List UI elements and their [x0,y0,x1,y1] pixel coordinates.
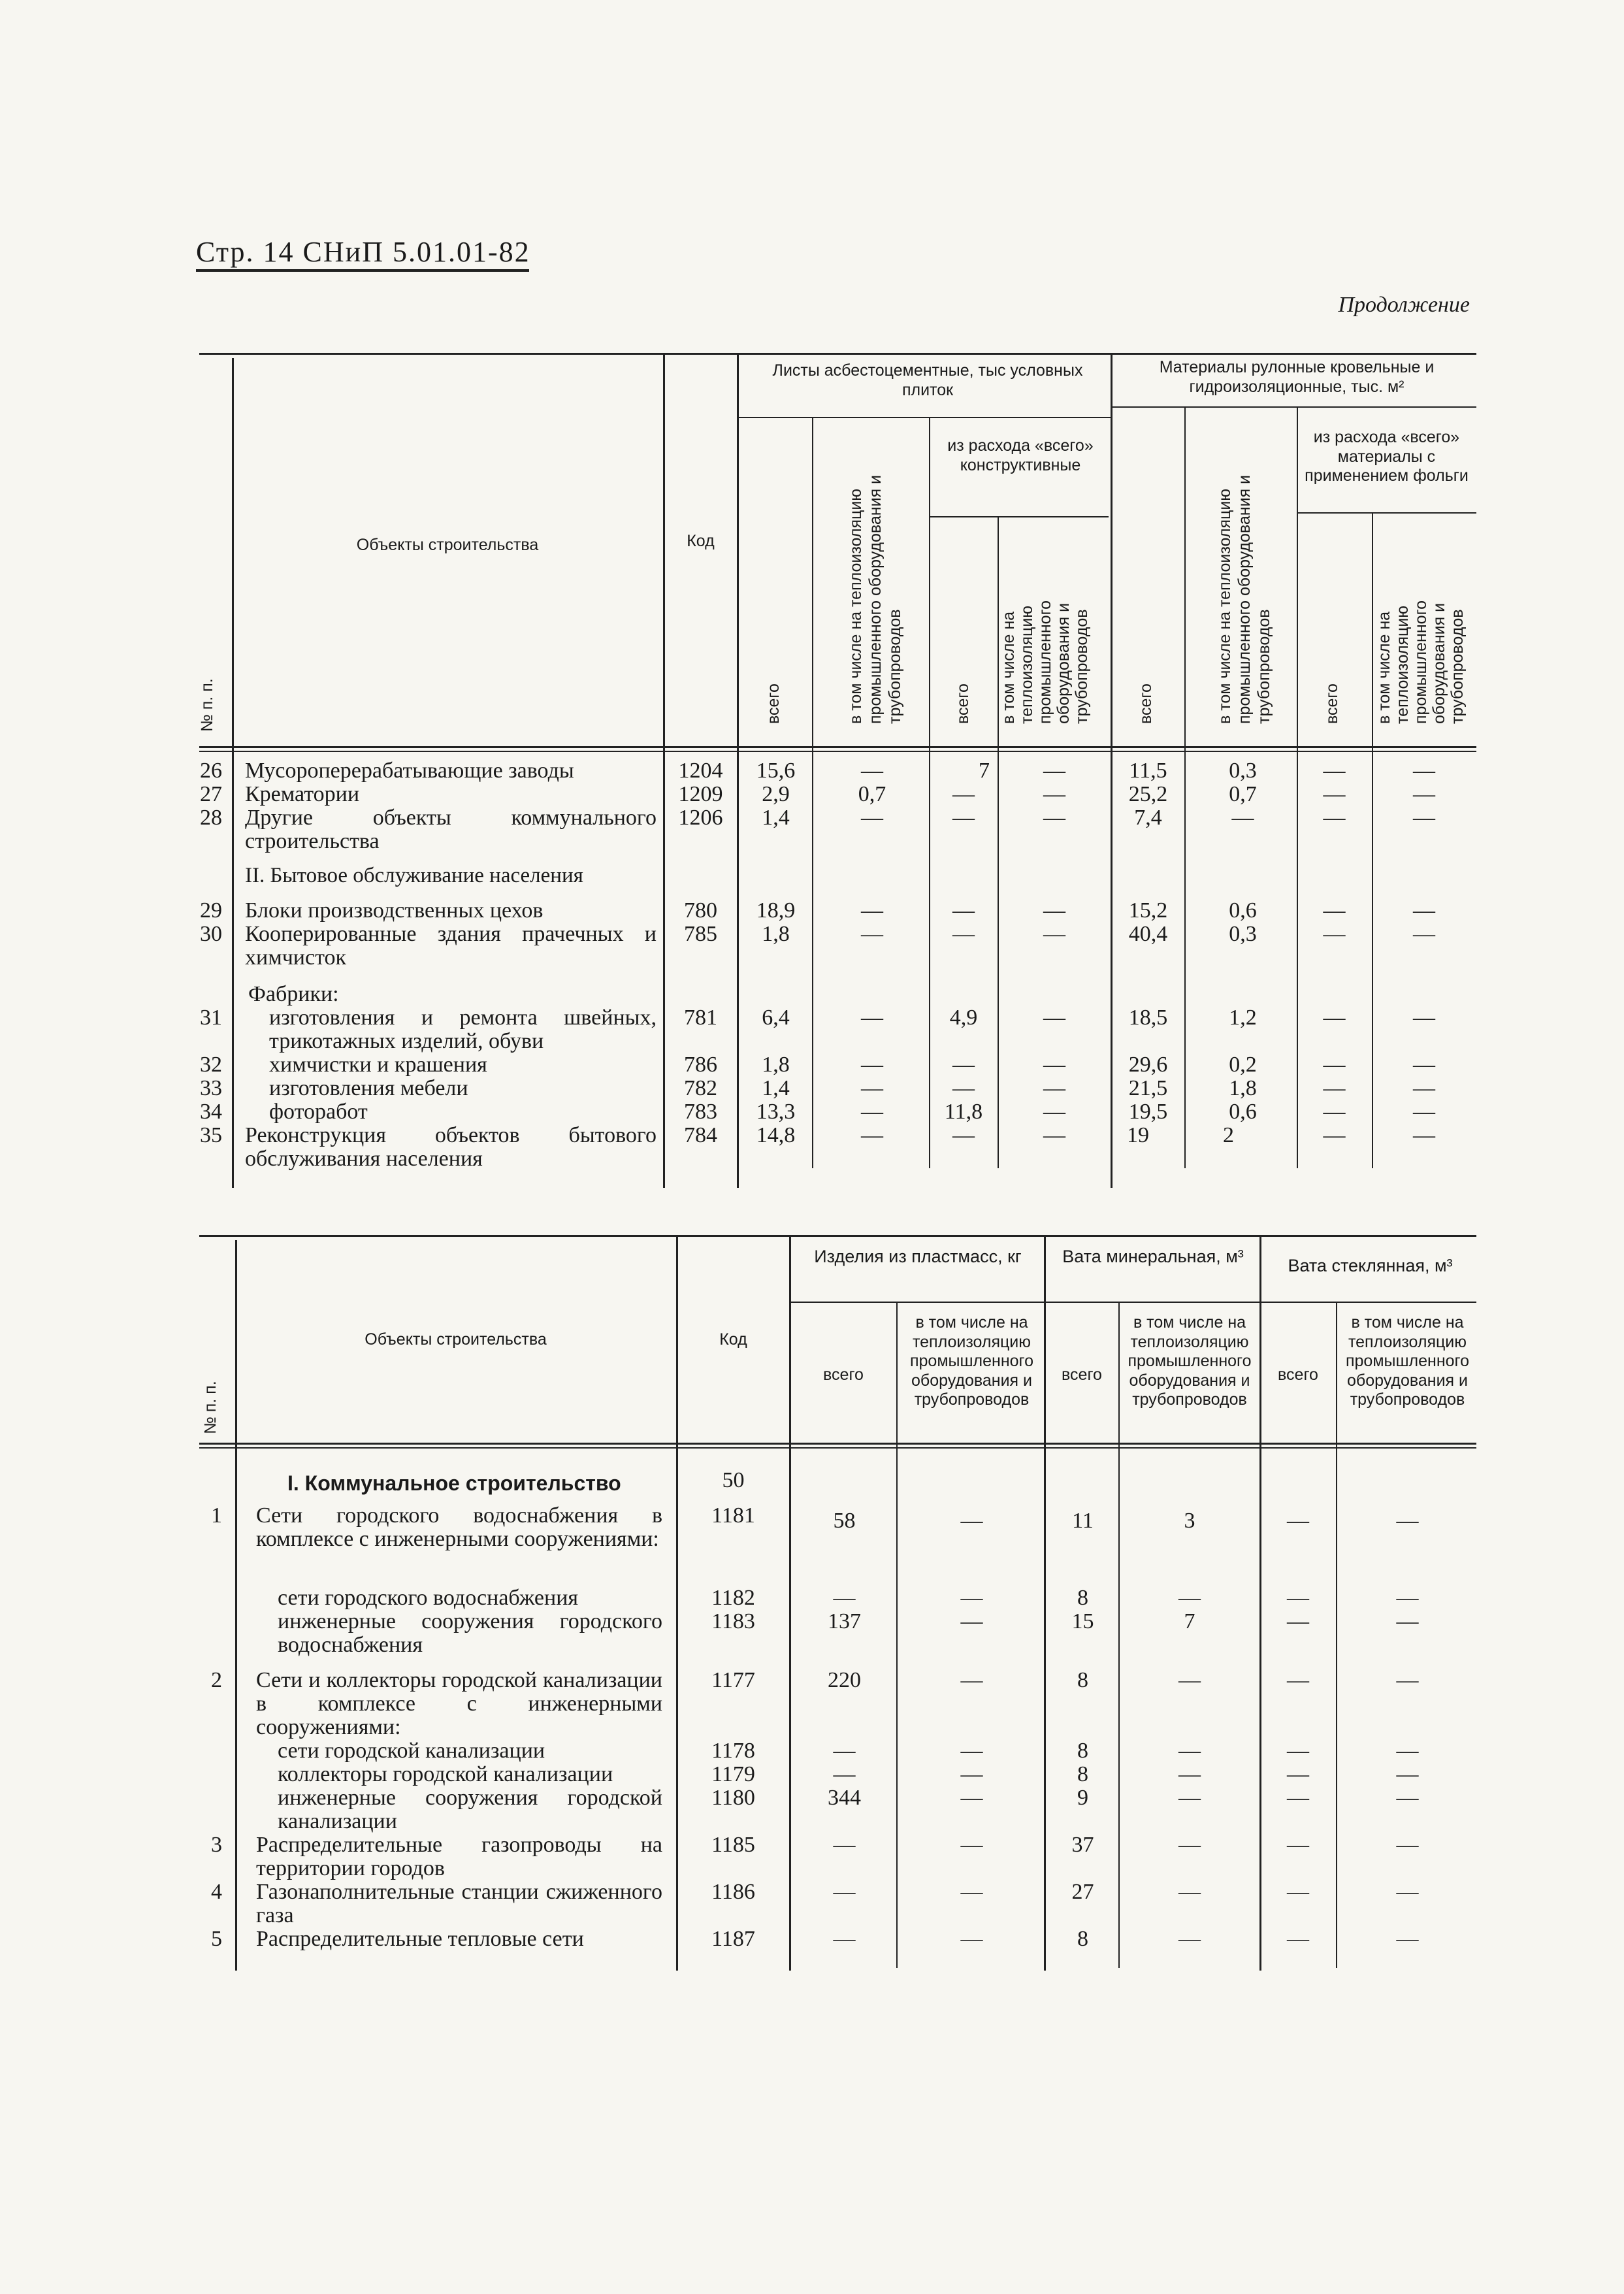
t2-vrule-num [235,1240,237,1971]
table-row-name: Мусороперерабатывающие заводы [245,759,574,783]
table-cell: — [1043,1006,1065,1030]
table-cell: — [1287,1739,1309,1763]
table-cell: — [861,1123,883,1147]
table-row-code: 1178 [711,1739,755,1763]
table-cell: 8 [1077,1927,1088,1951]
table-cell: — [1396,1586,1419,1610]
table-cell: 6,4 [762,1006,790,1030]
table-cell: — [1043,898,1065,923]
table-row-name: Сети и коллекторы городской канализации в комплексе с инженерными сооружениями: [256,1668,662,1739]
table-cell: — [1323,922,1346,946]
t1-vrule-b1 [1184,406,1186,1168]
table-cell: — [1178,1586,1201,1610]
table-cell: — [1043,1100,1065,1124]
table-cell: — [861,898,883,923]
table-cell: — [960,1927,983,1951]
table-row-num: 31 [200,1006,222,1030]
table-cell: — [861,922,883,946]
table-row-name: изготовления мебели [269,1076,468,1100]
table-cell: — [1413,898,1435,923]
t1-header-a-insul: в том числе на теплоизоляцию промышленного оборудования и трубопроводов [847,474,904,724]
table-row-num: 29 [200,898,222,923]
table-row-name: инженерные сооружения городского водоснабжения [278,1609,662,1657]
t2-vrule-objects [676,1235,678,1971]
table-cell: — [960,1586,983,1610]
table-cell: 137 [828,1609,861,1633]
table-row-name: Распределительные газопроводы на территории городов [256,1833,662,1880]
t1-header-group-b: Материалы рулонные кровельные и гидроизоляционные, тыс. м² [1159,358,1435,396]
table-cell: — [1413,922,1435,946]
table-cell: — [960,1509,983,1533]
t1-header-b-foil-total: всего [1323,683,1341,724]
table-cell: 27 [1071,1880,1094,1904]
table-cell: — [1396,1833,1419,1857]
table-row-num: 1 [211,1503,222,1528]
table-row-num: 34 [200,1100,222,1124]
table-row-num: 2 [211,1668,222,1692]
table-cell: — [1413,1053,1435,1077]
table-cell: — [861,1076,883,1100]
table-cell: — [1413,1123,1435,1147]
table-cell: 2 [1223,1123,1234,1147]
table-cell: 220 [828,1668,861,1692]
table-cell: — [1323,1006,1346,1030]
table-row-name: коллекторы городской канализации [278,1762,613,1786]
table-row-name: Реконструкция объектов бытового обслуживания населения [245,1123,657,1171]
table-cell: 8 [1077,1739,1088,1763]
table-cell: — [952,1123,975,1147]
table-cell: 13,3 [756,1100,796,1124]
table-cell: — [861,1006,883,1030]
table-cell: 14,8 [756,1123,796,1147]
table-cell: — [1323,1123,1346,1147]
table-row-name: изготовления и ремонта швейных, трикотажных изделий, обуви [269,1006,657,1053]
t1-header-a-constr-group: из расхода «всего» конструктивные [947,436,1094,474]
table-cell: — [952,782,975,806]
t1-header-code: Код [687,532,715,550]
table-cell: — [1287,1668,1309,1692]
table-row-name: Распределительные тепловые сети [256,1927,584,1951]
table-row-num: 26 [200,759,222,783]
table-cell: — [1178,1833,1201,1857]
table-cell: — [952,922,975,946]
table-cell: 15,6 [756,759,796,783]
table-row-code: 50 [722,1468,745,1492]
table-cell: — [960,1668,983,1692]
table-cell: — [1323,1053,1346,1077]
t1-header-b-foil-insul: в том числе на теплоизоляцию промышленного оборудования и трубопроводов [1375,600,1467,724]
table-row-code: 1185 [711,1833,755,1857]
table-cell: — [960,1609,983,1633]
table-row-code: 783 [684,1100,717,1124]
table-cell: — [952,1076,975,1100]
table-cell: — [1323,1076,1346,1100]
table-cell: 8 [1077,1668,1088,1692]
table-cell: — [1413,1100,1435,1124]
t1-top-rule [199,353,1476,355]
table-cell: 0,3 [1229,759,1257,783]
table-cell: 19,5 [1128,1100,1168,1124]
section-heading: I. Коммунальное строительство [287,1471,621,1495]
table-cell: 0,6 [1229,898,1257,923]
table-row-name: сети городского водоснабжения [278,1586,579,1610]
table-cell: 8 [1077,1586,1088,1610]
table-cell: — [1178,1786,1201,1810]
t1-vrule-num [232,358,234,1188]
t2-header-num: № п. п. [201,1381,219,1434]
table-row-num: 5 [211,1927,222,1951]
table-row-code: 1206 [678,806,723,830]
table-cell: 0,2 [1229,1053,1257,1077]
table-cell: 11,8 [944,1100,983,1124]
table-cell: — [1323,1100,1346,1124]
table-cell: — [1413,806,1435,830]
table-row-code: 1182 [711,1586,755,1610]
t1-vrule-groups [1111,353,1112,1188]
t1-header-a-constr-total: всего [954,683,972,724]
t1-vrule-objects [663,353,665,1188]
table-row-code: 1204 [678,759,723,783]
t1-vrule-a2 [929,417,930,1168]
table-cell: — [833,1927,856,1951]
table-cell: — [1396,1786,1419,1810]
table-cell: — [1413,1006,1435,1030]
table-cell: 0,7 [858,782,886,806]
table-row-num: 28 [200,806,222,830]
table-row-code: 784 [684,1123,717,1147]
table-cell: — [1043,782,1065,806]
table-row-num: 32 [200,1053,222,1077]
table-cell: 0,7 [1229,782,1257,806]
t2-header-glass-wool: Вата стеклянная, м³ [1288,1256,1453,1275]
table-cell: — [1043,922,1065,946]
t1-vrule-code [737,353,739,1188]
t2-top-rule [199,1235,1476,1237]
section-heading: II. Бытовое обслуживание населения [245,864,583,887]
page-header: Стр. 14 СНиП 5.01.01-82 [196,236,530,268]
table-cell: — [1396,1609,1419,1633]
continuation-label: Продолжение [1338,293,1470,317]
t1-group-a-rule [738,417,1111,418]
t1-header-bottom-rule [199,746,1476,748]
table-row-num: 3 [211,1833,222,1857]
table-row-name: Сети городского водоснабжения в комплексе с инженерными сооружениями: [256,1503,662,1551]
table-cell: 1,4 [762,1076,790,1100]
t2-header-plastics: Изделия из пластмасс, кг [814,1247,1022,1266]
table-cell: — [952,898,975,923]
t2-vrule-p2 [1044,1235,1046,1971]
t1-vrule-a3 [998,516,999,1168]
t2-header-plastics-insul: в том числе на теплоизоляцию промышленного оборудования и трубопроводов [909,1313,1034,1409]
table-cell: 21,5 [1128,1076,1168,1100]
table-cell: — [1287,1927,1309,1951]
table-cell: — [1323,898,1346,923]
table-row-code: 786 [684,1053,717,1077]
t2-header-plastics-total: всего [823,1366,864,1384]
table-cell: — [1396,1880,1419,1904]
table-cell: 0,3 [1229,922,1257,946]
table-cell: 25,2 [1128,782,1168,806]
t2-header-objects: Объекты строительства [365,1330,547,1349]
table-row-name: Крематории [245,782,360,806]
table-cell: 15,2 [1128,898,1168,923]
t2-vrule-code [789,1235,791,1971]
table-row-code: 1183 [711,1609,755,1633]
t1-header-bottom-rule-2 [199,751,1476,752]
table-cell: — [1287,1833,1309,1857]
table-cell: — [1287,1609,1309,1633]
table-row-name: Другие объекты коммунального строительства [245,806,657,853]
table-row-name: Кооперированные здания прачечных и химчисток [245,922,657,970]
table-cell: — [1287,1786,1309,1810]
table-cell: — [861,1100,883,1124]
t2-header-bottom-rule-2 [199,1447,1476,1449]
table-cell: — [861,759,883,783]
table-cell: — [861,806,883,830]
t2-group-rule [790,1302,1476,1303]
table-row-num: 30 [200,922,222,946]
table-cell: — [1043,1053,1065,1077]
table-cell: — [1323,806,1346,830]
table-cell: 3 [1184,1509,1195,1533]
table-cell: 7 [1184,1609,1195,1633]
t2-header-mineral-wool: Вата минеральная, м³ [1062,1247,1244,1266]
t2-header-glass-insul: в том числе на теплоизоляцию промышленного оборудования и трубопроводов [1345,1313,1470,1409]
table-row-num: 27 [200,782,222,806]
table-row-code: 1187 [711,1927,755,1951]
table-cell: — [1287,1509,1309,1533]
table-cell: — [1178,1668,1201,1692]
page-header-underline [196,269,529,272]
table-cell: 1,8 [762,1053,790,1077]
t1-sub-a-rule [929,516,1109,517]
table-cell: — [960,1739,983,1763]
table-cell: — [952,1053,975,1077]
table-row-code: 781 [684,1006,717,1030]
table-cell: 344 [828,1786,861,1810]
table-cell: 9 [1077,1786,1088,1810]
table-cell: 7,4 [1134,806,1162,830]
table-cell: — [833,1762,856,1786]
t2-header-glass-total: всего [1278,1366,1318,1384]
table-cell: — [960,1762,983,1786]
table-cell: — [1396,1739,1419,1763]
table-cell: — [1178,1880,1201,1904]
table-cell: — [833,1586,856,1610]
t2-vrule-g1 [1336,1302,1337,1968]
table-cell: 11 [1072,1509,1094,1533]
table-cell: — [1323,782,1346,806]
table-cell: — [1178,1927,1201,1951]
table-cell: — [1043,1123,1065,1147]
table-cell: 40,4 [1128,922,1168,946]
table-cell: 2,9 [762,782,790,806]
t1-group-b-rule [1111,406,1476,408]
table-cell: 1,4 [762,806,790,830]
table-row-code: 1179 [711,1762,755,1786]
table-row-code: 1180 [711,1786,755,1810]
table-cell: — [1396,1762,1419,1786]
table-cell: — [1396,1668,1419,1692]
table-cell: — [833,1880,856,1904]
t2-vrule-p1 [896,1302,898,1968]
table-row-name: химчистки и крашения [269,1053,487,1077]
table-row-code: 780 [684,898,717,923]
table-cell: — [833,1833,856,1857]
table-row-name: Газонаполнительные станции сжиженного газа [256,1880,662,1927]
table-cell: 8 [1077,1762,1088,1786]
t2-header-mineral-insul: в том числе на теплоизоляцию промышленного оборудования и трубопроводов [1128,1313,1252,1409]
table-row-code: 1209 [678,782,723,806]
table-cell: 1,8 [1229,1076,1257,1100]
t1-header-num: № п. п. [198,678,216,732]
table-cell: — [1323,759,1346,783]
table-row-num: 33 [200,1076,222,1100]
t1-header-a-constr-insul: в том числе на теплоизоляцию промышленного оборудования и трубопроводов [999,600,1091,724]
t2-header-code: Код [719,1330,747,1349]
table-cell: — [960,1880,983,1904]
table-cell: 29,6 [1128,1053,1168,1077]
table-cell: — [1413,782,1435,806]
table-cell: — [1396,1509,1419,1533]
table-cell: 1,8 [762,922,790,946]
table-cell: 37 [1071,1833,1094,1857]
t1-vrule-b3 [1372,512,1373,1168]
t1-header-b-total: всего [1137,683,1155,724]
table-cell: 7 [979,759,990,783]
subheading: Фабрики: [248,982,339,1006]
table-row-code: 1186 [711,1880,755,1904]
table-cell: 1,2 [1229,1006,1257,1030]
table-row-code: 1177 [711,1668,755,1692]
t1-header-group-a: Листы асбестоцементные, тыс условных плиток [772,361,1083,399]
t1-header-objects: Объекты строительства [356,536,539,554]
table-cell: 11,5 [1129,759,1167,783]
table-cell: 18,5 [1128,1006,1168,1030]
t1-header-a-total: всего [764,683,783,724]
table-row-num: 4 [211,1880,222,1904]
t1-header-b-foil-group: из расхода «всего» материалы с применением фольги [1305,428,1469,485]
table-cell: 15 [1071,1609,1094,1633]
t1-header-b-insul: в том числе на теплоизоляцию промышленного оборудования и трубопроводов [1216,474,1273,724]
table-cell: — [1231,806,1254,830]
table-cell: 19 [1127,1123,1149,1147]
table-row-name: сети городской канализации [278,1739,545,1763]
table-row-code: 785 [684,922,717,946]
table-cell: 4,9 [949,1006,978,1030]
t2-header-mineral-total: всего [1062,1366,1102,1384]
table-cell: — [1413,1076,1435,1100]
t2-vrule-m2 [1259,1235,1261,1971]
table-cell: — [1043,806,1065,830]
table-cell: — [1178,1739,1201,1763]
t2-header-bottom-rule [199,1443,1476,1445]
table-row-name: Блоки производственных цехов [245,898,544,923]
table-cell: 0,6 [1229,1100,1257,1124]
table-cell: — [1413,759,1435,783]
table-cell: — [833,1739,856,1763]
table-cell: — [1178,1762,1201,1786]
table-cell: — [952,806,975,830]
table-cell: — [1287,1762,1309,1786]
t1-vrule-b2 [1297,406,1298,1168]
t2-vrule-m1 [1118,1302,1120,1968]
table-cell: 58 [833,1509,856,1533]
table-row-code: 782 [684,1076,717,1100]
t1-vrule-a1 [812,417,813,1168]
table-cell: — [1287,1586,1309,1610]
table-cell: — [1043,1076,1065,1100]
table-cell: — [960,1786,983,1810]
table-cell: — [861,1053,883,1077]
table-cell: — [1396,1927,1419,1951]
table-cell: — [1043,759,1065,783]
t1-sub-b-rule [1297,512,1476,514]
table-row-num: 35 [200,1123,222,1147]
table-cell: — [960,1833,983,1857]
table-row-name: фоторабот [269,1100,368,1124]
table-row-code: 1181 [711,1503,755,1528]
table-cell: — [1287,1880,1309,1904]
table-row-name: инженерные сооружения городской канализации [278,1786,662,1833]
table-cell: 18,9 [756,898,796,923]
